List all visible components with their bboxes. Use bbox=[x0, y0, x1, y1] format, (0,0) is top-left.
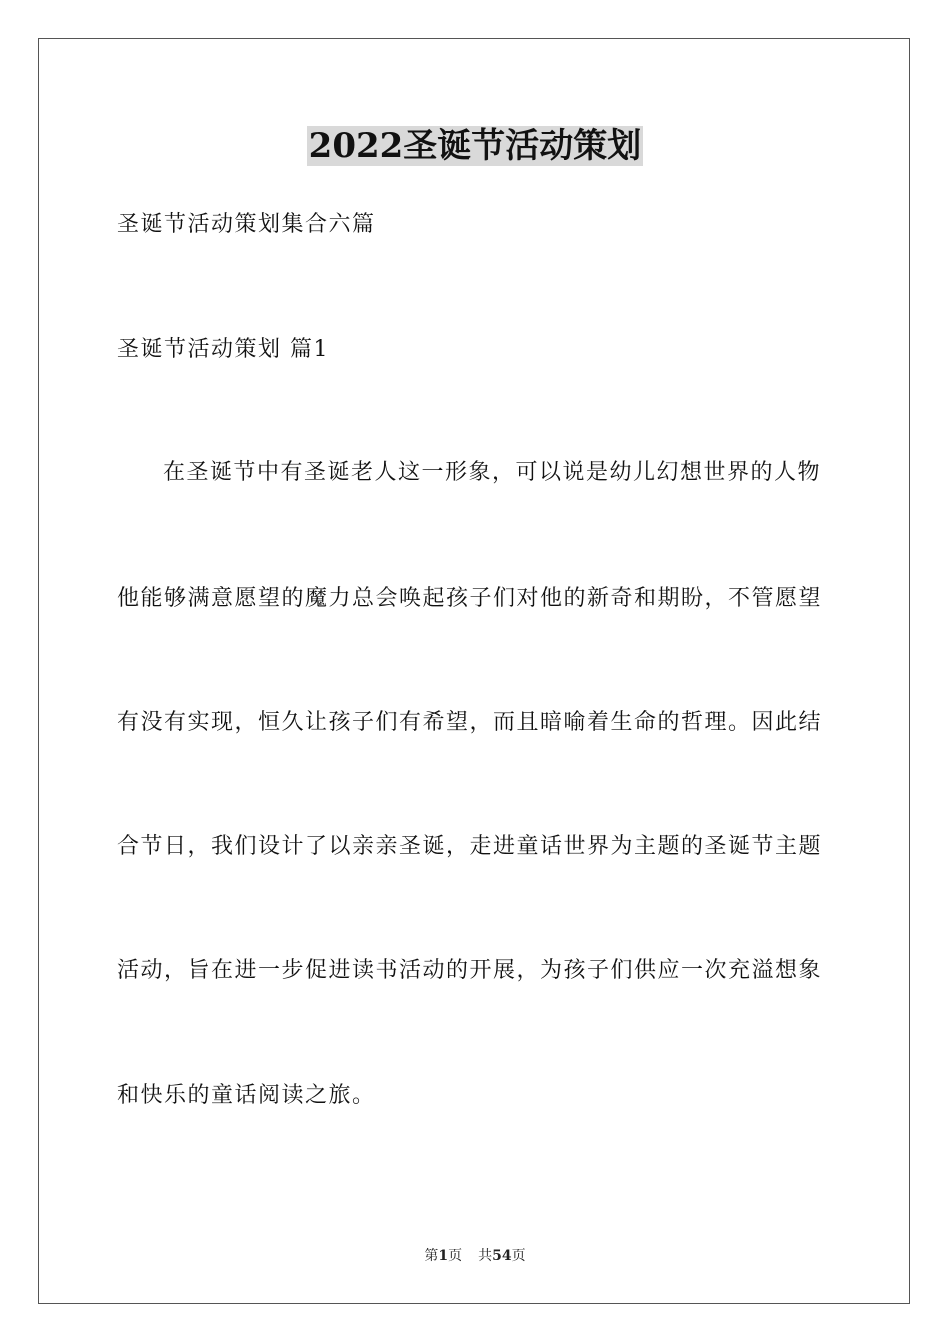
document-title-text: 2022圣诞节活动策划 bbox=[308, 126, 642, 166]
paragraph-line: 合节日，我们设计了以亲亲圣诞，走进童话世界为主题的圣诞节主题 bbox=[117, 834, 823, 859]
footer-page-prefix: 第 bbox=[424, 1248, 439, 1264]
paragraph-line: 有没有实现，恒久让孩子们有希望，而且暗喻着生命的哲理。因此结 bbox=[117, 710, 823, 735]
footer-page-number: 1 bbox=[438, 1248, 449, 1264]
paragraph-line: 在圣诞节中有圣诞老人这一形象，可以说是幼儿幻想世界的人物 bbox=[163, 460, 822, 485]
footer-total-suffix: 页 bbox=[511, 1248, 526, 1264]
document-subtitle: 圣诞节活动策划集合六篇 bbox=[117, 212, 376, 237]
page-footer bbox=[0, 1247, 950, 1265]
footer-page-suffix: 页 bbox=[448, 1248, 463, 1264]
section-heading: 圣诞节活动策划 篇1 bbox=[117, 337, 329, 362]
paragraph-line: 活动，旨在进一步促进读书活动的开展，为孩子们供应一次充溢想象 bbox=[117, 958, 823, 983]
paragraph-line: 和快乐的童话阅读之旅。 bbox=[117, 1083, 376, 1108]
footer-total-prefix: 共 bbox=[478, 1248, 493, 1264]
document-title bbox=[0, 124, 950, 168]
paragraph-line: 他能够满意愿望的魔力总会唤起孩子们对他的新奇和期盼，不管愿望 bbox=[117, 586, 823, 611]
footer-total-pages: 54 bbox=[492, 1248, 512, 1264]
